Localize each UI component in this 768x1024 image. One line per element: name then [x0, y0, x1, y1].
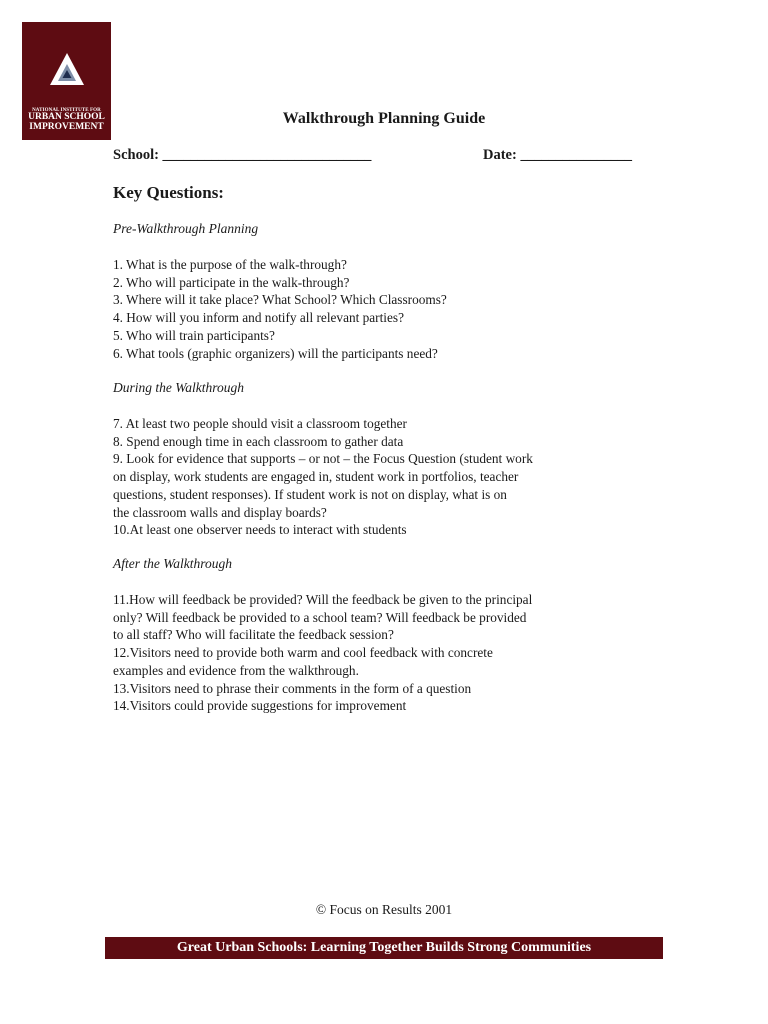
section-heading-after: After the Walkthrough	[113, 556, 232, 571]
date-field[interactable]	[483, 147, 632, 164]
key-questions-heading: Key Questions:	[113, 183, 224, 202]
date-blank-line[interactable]: ________________	[520, 147, 632, 163]
list-item: examples and evidence from the walkthrough.	[113, 662, 359, 678]
page-title: Walkthrough Planning Guide	[282, 110, 486, 127]
section-heading-during: During the Walkthrough	[113, 380, 244, 395]
list-item: 10.At least one observer needs to interact with students	[113, 522, 407, 538]
list-after-walkthrough	[113, 591, 593, 715]
list-item: questions, student responses). If student work is not on display, what is on	[113, 486, 507, 502]
school-label: School:	[113, 147, 159, 163]
list-item: 8. Spend enough time in each classroom to gather data	[113, 433, 404, 449]
list-item: 11.How will feedback be provided? Will the feedback be given to the principal	[113, 592, 533, 607]
list-item: the classroom walls and display boards?	[113, 504, 327, 520]
logo-line-3: IMPROVEMENT	[29, 122, 104, 133]
list-item: 9. Look for evidence that supports – or not – the Focus Question (student work	[113, 451, 533, 467]
list-item: 4. How will you inform and notify all relevant parties?	[113, 310, 404, 326]
logo-line-1: NATIONAL INSTITUTE FOR	[32, 108, 101, 113]
list-pre-walkthrough	[113, 256, 593, 362]
list-item: 2. Who will participate in the walk-through?	[113, 274, 350, 290]
list-item: 3. Where will it take place? What School? Which Classrooms?	[113, 292, 447, 308]
school-field[interactable]	[113, 147, 371, 164]
logo-line-2: URBAN SCHOOL	[28, 112, 105, 123]
list-item: only? Will feedback be provided to a school team? Will feedback be provided	[113, 609, 527, 625]
triangle-logo-icon	[49, 52, 85, 86]
copyright-notice: © Focus on Results 2001	[315, 902, 453, 917]
list-item: 13.Visitors need to phrase their comments in the form of a question	[113, 680, 472, 696]
list-item: 14.Visitors could provide suggestions for improvement	[113, 698, 407, 714]
list-item: 1. What is the purpose of the walk-through?	[113, 257, 347, 272]
list-during-walkthrough	[113, 415, 593, 539]
section-heading-pre: Pre-Walkthrough Planning	[113, 221, 259, 236]
list-item: to all staff? Who will facilitate the feedback session?	[113, 627, 394, 643]
list-item: 7. At least two people should visit a classroom together	[113, 416, 407, 431]
list-item: 6. What tools (graphic organizers) will the participants need?	[113, 345, 438, 361]
list-item: 5. Who will train participants?	[113, 327, 275, 343]
list-item: 12.Visitors need to provide both warm and cool feedback with concrete	[113, 645, 493, 661]
date-label: Date:	[483, 147, 517, 163]
school-blank-line[interactable]: ______________________________	[162, 147, 372, 163]
footer-banner: Great Urban Schools: Learning Together Builds Strong Communities	[105, 937, 663, 959]
list-item: on display, work students are engaged in, student work in portfolios, teacher	[113, 469, 519, 485]
